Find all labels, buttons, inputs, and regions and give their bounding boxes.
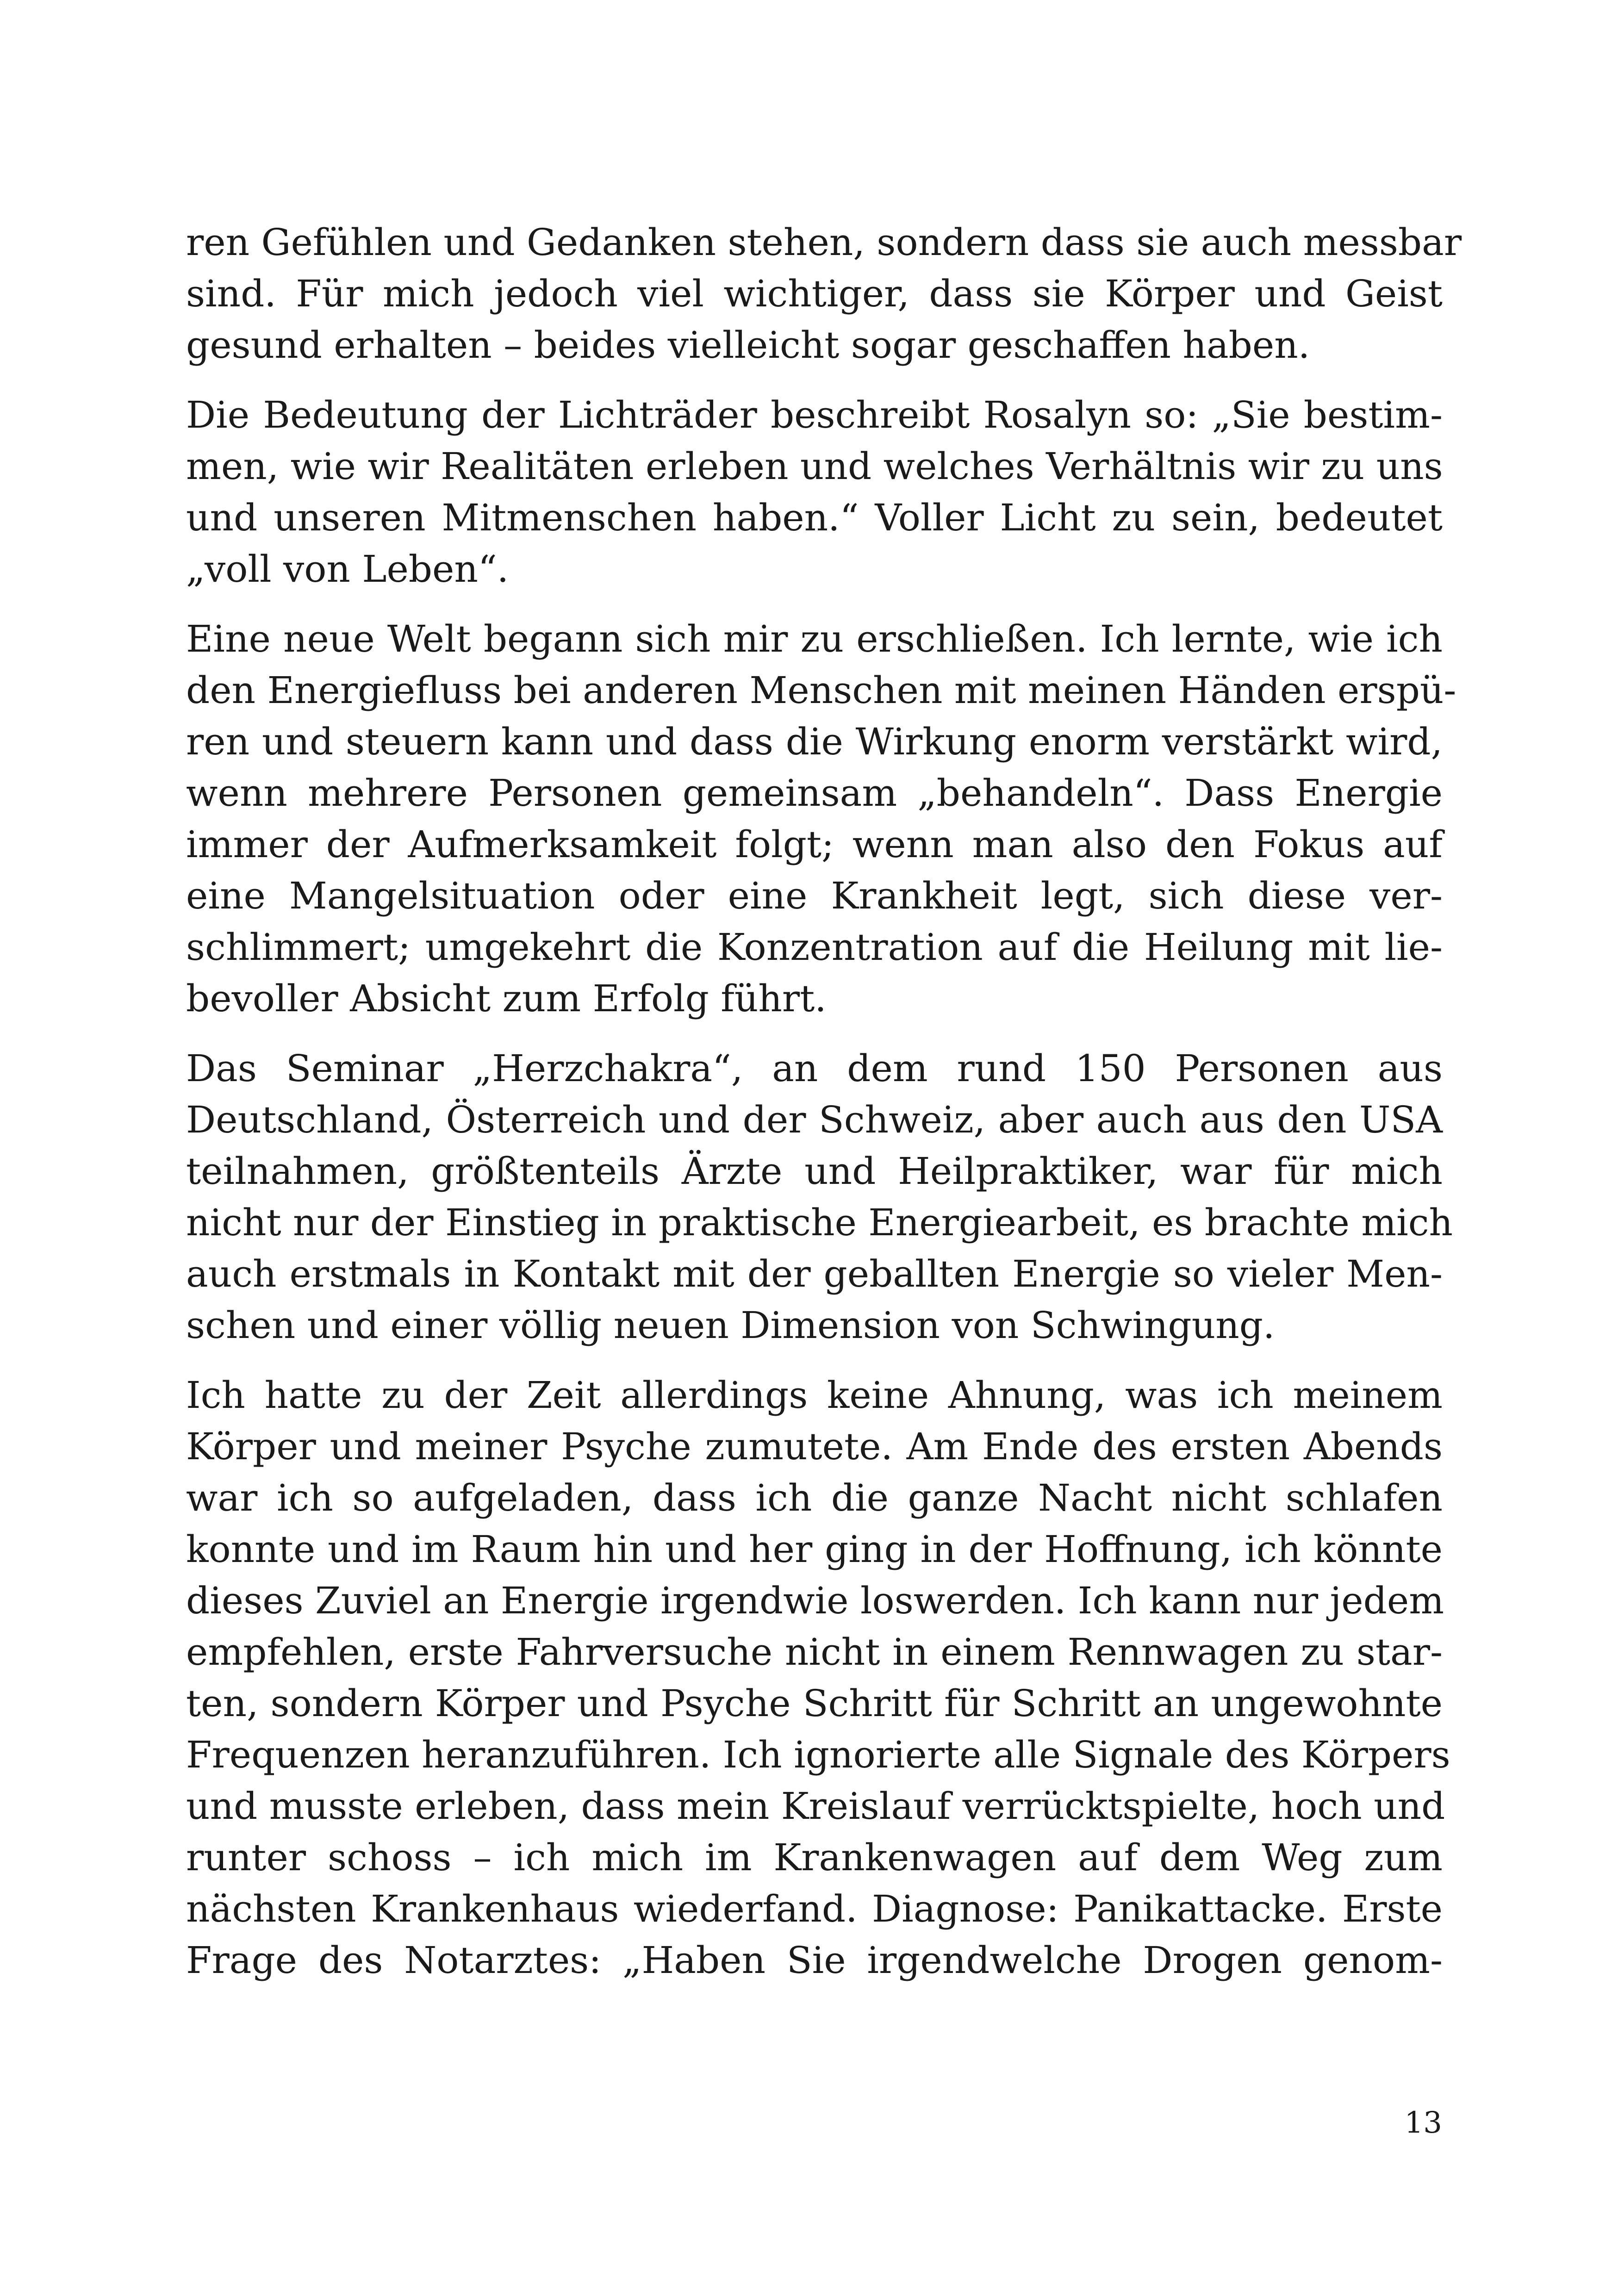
text-line: ten, sondern Körper und Psyche Schritt für Schritt an ungewohnte bbox=[186, 1682, 1443, 1725]
text-line: gesund erhalten – beides vielleicht sogar geschaffen haben. bbox=[186, 324, 1310, 367]
text-line: runter schoss – ich mich im Krankenwagen auf dem Weg zum bbox=[186, 1836, 1443, 1879]
text-line: nächsten Krankenhaus wiederfand. Diagnose: Panikattacke. Erste bbox=[186, 1887, 1443, 1930]
paragraph bbox=[186, 1043, 1453, 1351]
text-line: Ich hatte zu der Zeit allerdings keine Ahnung, was ich meinem bbox=[186, 1374, 1443, 1417]
text-line: Deutschland, Österreich und der Schweiz, aber auch aus den USA bbox=[186, 1098, 1443, 1141]
text-line: nicht nur der Einstieg in praktische Energiearbeit, es brachte mich bbox=[186, 1201, 1453, 1244]
text-line: den Energiefluss bei anderen Menschen mit meinen Händen erspü- bbox=[186, 669, 1456, 712]
text-line: empfehlen, erste Fahrversuche nicht in einem Rennwagen zu star- bbox=[186, 1630, 1443, 1674]
text-line: schen und einer völlig neuen Dimension von Schwingung. bbox=[186, 1304, 1275, 1347]
text-line: und unseren Mitmenschen haben.“ Voller Licht zu sein, bedeutet bbox=[186, 496, 1443, 539]
text-line: dieses Zuviel an Energie irgendwie loswerden. Ich kann nur jedem bbox=[186, 1579, 1444, 1622]
text-line: sind. Für mich jedoch viel wichtiger, dass sie Körper und Geist bbox=[186, 272, 1443, 315]
text-line: konnte und im Raum hin und her ging in der Hoffnung, ich könnte bbox=[186, 1528, 1443, 1571]
paragraph bbox=[186, 217, 1462, 371]
paragraph bbox=[186, 1369, 1450, 1986]
text-line: war ich so aufgeladen, dass ich die ganze Nacht nicht schlafen bbox=[186, 1476, 1443, 1519]
text-line: Eine neue Welt begann sich mir zu erschließen. Ich lernte, wie ich bbox=[186, 617, 1443, 660]
text-line: auch erstmals in Kontakt mit der geballten Energie so vieler Men- bbox=[186, 1252, 1443, 1295]
text-line: Frequenzen heranzuführen. Ich ignorierte alle Signale des Körpers bbox=[186, 1733, 1450, 1776]
page-number: 13 bbox=[1404, 2106, 1442, 2140]
paragraph bbox=[186, 613, 1456, 1024]
text-line: Körper und meiner Psyche zumutete. Am Ende des ersten Abends bbox=[186, 1425, 1443, 1468]
text-line: ren Gefühlen und Gedanken stehen, sondern dass sie auch messbar bbox=[186, 221, 1462, 264]
text-line: wenn mehrere Personen gemeinsam „behandeln“. Dass Energie bbox=[186, 772, 1443, 815]
text-line: immer der Aufmerksamkeit folgt; wenn man also den Fokus auf bbox=[186, 823, 1443, 866]
text-line: men, wie wir Realitäten erleben und welches Verhältnis wir zu uns bbox=[186, 445, 1443, 488]
body-text bbox=[186, 217, 1462, 2004]
text-line: Das Seminar „Herzchakra“, an dem rund 150 Personen aus bbox=[186, 1047, 1443, 1090]
text-line: und musste erleben, dass mein Kreislauf verrücktspielte, hoch und bbox=[186, 1785, 1445, 1828]
text-line: Die Bedeutung der Lichträder beschreibt Rosalyn so: „Sie bestim- bbox=[186, 393, 1443, 436]
text-line: eine Mangelsituation oder eine Krankheit legt, sich diese ver- bbox=[186, 874, 1443, 917]
text-line: Frage des Notarztes: „Haben Sie irgendwelche Drogen genom- bbox=[186, 1939, 1443, 1982]
text-line: schlimmert; umgekehrt die Konzentration auf die Heilung mit lie- bbox=[186, 926, 1443, 969]
text-line: teilnahmen, größtenteils Ärzte und Heilpraktiker, war für mich bbox=[186, 1150, 1443, 1193]
text-line: ren und steuern kann und dass die Wirkung enorm verstärkt wird, bbox=[186, 720, 1443, 763]
text-line: bevoller Absicht zum Erfolg führt. bbox=[186, 977, 827, 1020]
text-line: „voll von Leben“. bbox=[186, 548, 509, 591]
paragraph bbox=[186, 389, 1443, 595]
